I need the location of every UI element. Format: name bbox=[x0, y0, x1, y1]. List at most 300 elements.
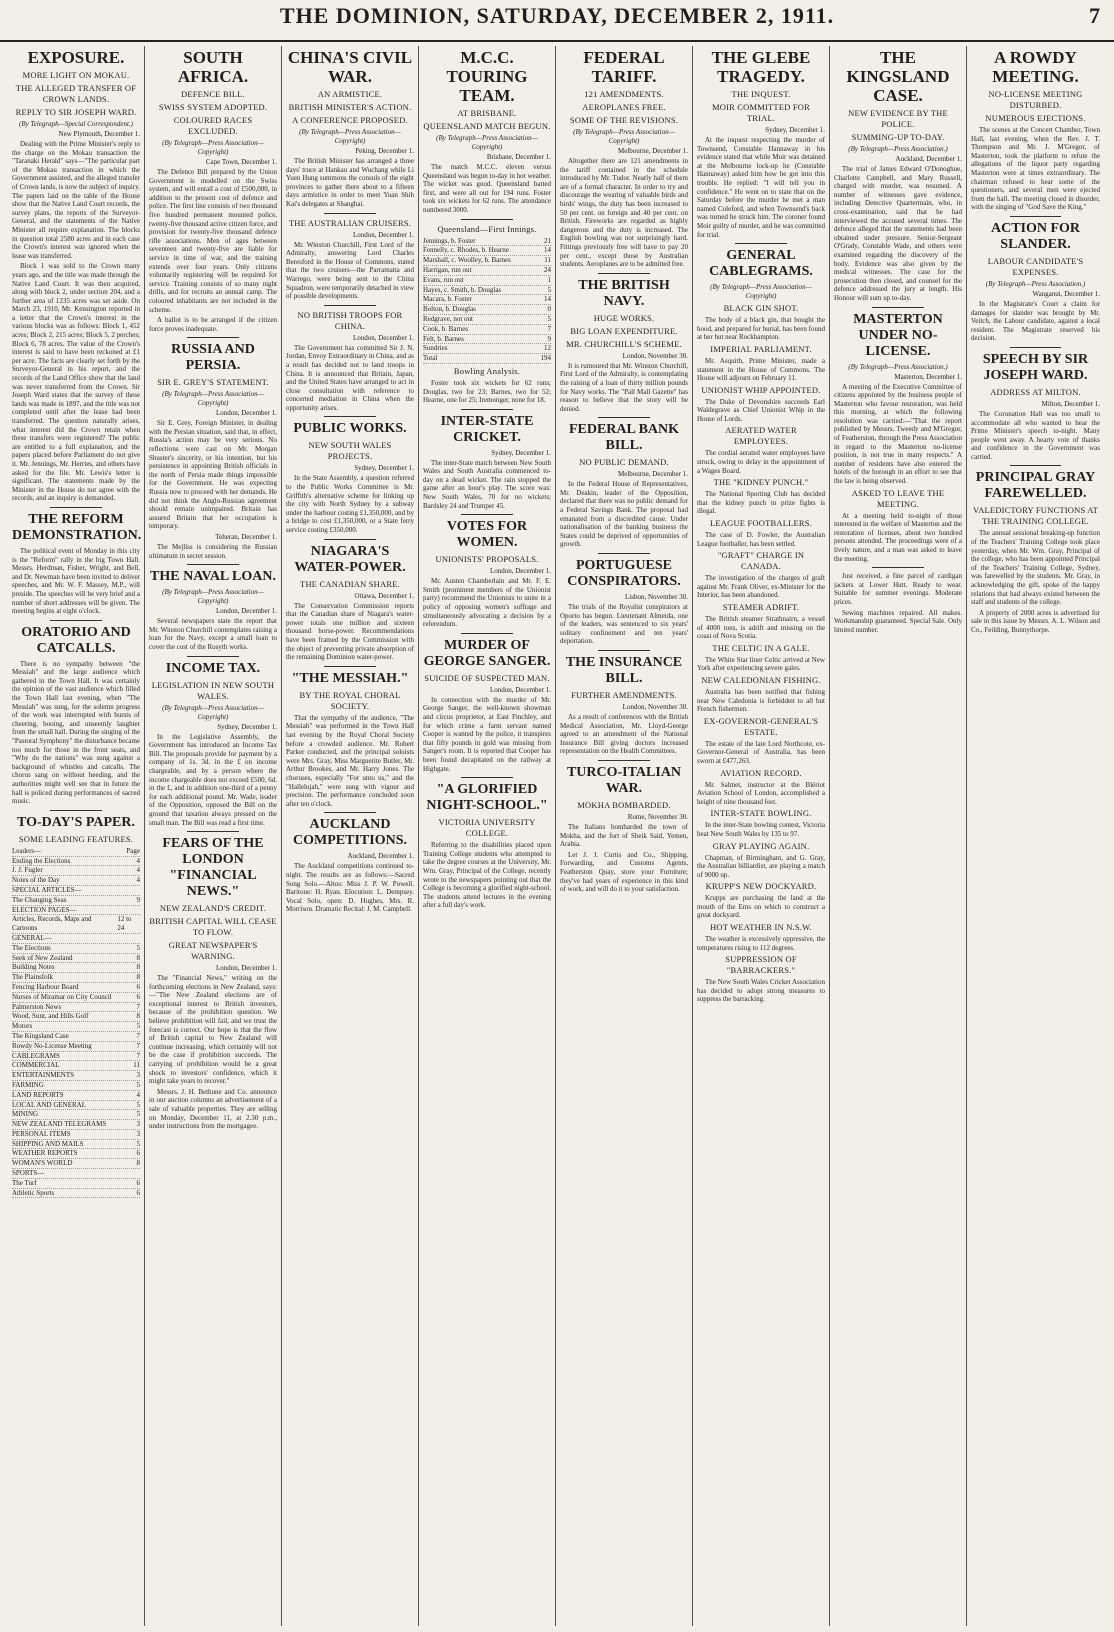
list-item bbox=[12, 1189, 140, 1199]
list-item-value: 8 bbox=[136, 953, 140, 962]
list-item bbox=[12, 1179, 140, 1189]
list-item-label: Total bbox=[423, 354, 438, 363]
divider bbox=[872, 567, 923, 568]
list-item bbox=[12, 993, 140, 1003]
list-item bbox=[12, 1032, 140, 1042]
dateline: London, November 30. bbox=[622, 351, 688, 360]
divider bbox=[324, 416, 375, 417]
paragraph: The case of D. Fowler, the Australian League footballer, has been settled. bbox=[697, 531, 825, 548]
dateline: London, December 1. bbox=[215, 607, 277, 616]
list-item-value: 11 bbox=[133, 1061, 140, 1070]
list-item-value: 7 bbox=[136, 1031, 140, 1040]
paragraph: The Auckland competitions continued to-night. The results are as follows:—Sacred Song Solo.—Altos: Miss J. P. W. Powell. Baritone: H. Ryan. Elocution: L. Dempsey. Vocal Solo, open: D. Hughes, Mrs. R. Morrison. Dramatic Recital: J. M. Campbell. bbox=[286, 862, 414, 914]
byline: (By Telegraph—Special Correspondent.) bbox=[19, 120, 133, 128]
list-item-value: 5 bbox=[547, 314, 551, 323]
byline: (By Telegraph—Press Association—Copyright) bbox=[710, 283, 812, 301]
byline: (By Telegraph—Press Association.) bbox=[848, 362, 948, 371]
list-item bbox=[12, 1169, 140, 1179]
article-text bbox=[697, 136, 825, 239]
headline: THE GLEBE TRAGEDY. bbox=[711, 48, 811, 86]
paragraph: It is rumoured that Mr. Winston Churchill, First Lord of the Admiralty, is contemplating the raising of a loan of thirty million pounds for Navy works. The "Pall Mall Gazette" has reason to believe that the story will be denied. bbox=[560, 361, 688, 413]
list-item-label: Palmerston News bbox=[12, 1002, 62, 1011]
list-item bbox=[423, 286, 551, 296]
paragraph: The trials of the Royalist conspirators at Oporto has begun. Lieutenant Almeida, one of the leaders, was sentenced to six years' solitary confinement and ten years' deportation. bbox=[560, 603, 688, 646]
paragraph: A ballot is to be arranged if the citizen force proves inadequate. bbox=[149, 316, 277, 333]
paragraph: In the inter-State bowling contest, Victoria beat New South Wales by 135 to 97. bbox=[697, 821, 825, 838]
list-item-label: Bolton, b. Douglas bbox=[423, 305, 476, 314]
list-item-label: NEW ZEALAND TELEGRAMS bbox=[12, 1120, 107, 1129]
subheading: NUMEROUS EJECTIONS. bbox=[985, 113, 1086, 123]
article-text bbox=[697, 740, 825, 766]
paragraph: In the Federal House of Representatives, Mr. Deakin, leader of the Opposition, declared that there was no public demand for a Federal Savings Bank. The proposal had emanated from a discredited cause. Under nationalisation of the banking business the States could be deprived of opportunities of growth. bbox=[560, 480, 688, 549]
paragraph: At the inquest respecting the murder of Townsend, Constable Hannaway in his evidence stated that while Moir was detained at the Melbourne lock-up he (Constable Hannaway) asked him how he got into this trouble. He replied: "I will tell you in confidence." He went on to state that on the Saturday before the murder he met a man named Coleford, and when Townsend's back was turned he struck him. The coroner found Moir guilty of murder, and he was committed for trial. bbox=[697, 136, 825, 239]
article-text bbox=[697, 935, 825, 952]
list-item bbox=[12, 906, 140, 916]
list-item-value: 194 bbox=[540, 354, 551, 363]
paragraph: A property of 2000 acres is advertised for sale in this issue by Messrs. A. L. Wilson and Co., Feilding, Bunnythorpe. bbox=[971, 608, 1100, 634]
subheading: 121 AMENDMENTS. bbox=[584, 89, 664, 99]
subheading: THE CELTIC IN A GALE. bbox=[712, 642, 810, 653]
headline: ORATORIO AND CATCALLS. bbox=[21, 624, 131, 656]
byline: (By Telegraph—Press Association.) bbox=[985, 279, 1086, 288]
dateline: Milton, December 1. bbox=[1041, 399, 1100, 408]
article-text bbox=[560, 603, 688, 646]
article-text bbox=[12, 140, 140, 260]
divider bbox=[461, 777, 512, 778]
subheading: BLACK GIN SHOT. bbox=[723, 303, 799, 314]
columns-container bbox=[8, 46, 1106, 1626]
headline: FEARS OF THE LONDON "FINANCIAL NEWS." bbox=[162, 836, 264, 900]
article-text bbox=[12, 262, 140, 503]
paragraph: The match M.C.C. eleven versus Queensland was begun to-day in hot weather. The wicket was good. Queensland batted first, and were all out for 194 runs. Foster took six wickets for 62 runs. The attendance numbered 3000. bbox=[423, 163, 551, 214]
dateline: Melbourne, December 1. bbox=[618, 470, 688, 479]
subheading: THE CANADIAN SHARE. bbox=[300, 578, 400, 589]
article-text bbox=[971, 126, 1100, 212]
list-item bbox=[12, 973, 140, 983]
divider bbox=[324, 812, 375, 813]
list-item bbox=[423, 295, 551, 305]
page-number: 7 bbox=[1089, 3, 1100, 28]
paragraph: The scenes at the Concert Chamber, Town Hall, last evening, when the Rev. J. T. Thompson and Mr. J. M'Gregor, of Masterton, took the platform to refute the allegations of the liquor party regarding Masterton were at times extraordinary. The chairman refused to hear some of the questioners, and several men were ejected from the hall. The meeting closed in disorder, with the singing of "God Save the King." bbox=[971, 126, 1100, 212]
dateline: Wanganui, December 1. bbox=[1032, 289, 1100, 298]
paragraph: Referring to the disabilities placed upon Training College students who attempted to take the degree courses at the University, Mr. Wm. Gray, Principal of the College, recently wrote to the newspapers pointing out that the College is becoming a glorified night-school. The students attend lectures in the evening after a full day's work. bbox=[423, 841, 551, 910]
divider bbox=[598, 760, 649, 761]
list-item-label: Notes of the Day bbox=[12, 876, 60, 885]
list-item-label: The Plainsfolk bbox=[12, 973, 54, 982]
list-item-label: Marshall, c. Woolley, b. Barnes bbox=[423, 256, 511, 265]
list-item bbox=[423, 325, 551, 335]
list-item-value: 6 bbox=[136, 1178, 140, 1187]
subheading: LEAGUE FOOTBALLERS. bbox=[709, 518, 813, 529]
list-item-value: 5 bbox=[136, 1022, 140, 1031]
article-text bbox=[286, 241, 414, 301]
list-item-label: The Elections bbox=[12, 943, 51, 952]
column-5 bbox=[556, 46, 693, 1626]
list-item bbox=[12, 963, 140, 973]
paragraph: Mr. Winston Churchill, First Lord of the Admiralty, answering Lord Charles Beresford in the House of Commons, stated that the two cruisers—the Parramatta and Warrego, were being sent to the China Squadron, were temporarily detached in view of possible developments. bbox=[286, 240, 414, 301]
list-item bbox=[12, 1061, 140, 1071]
subheading: AVIATION RECORD. bbox=[720, 767, 802, 778]
subheading: SWISS SYSTEM ADOPTED. bbox=[158, 102, 268, 112]
article-text bbox=[697, 781, 825, 807]
subheading: INTER-STATE BOWLING. bbox=[710, 808, 812, 819]
dateline: Auckland, December 1. bbox=[347, 852, 414, 861]
list-item-value: 12 to 24 bbox=[117, 915, 132, 933]
subheading: UNIONIST WHIP APPOINTED. bbox=[701, 384, 821, 395]
subheading: GRAY PLAYING AGAIN. bbox=[712, 840, 810, 851]
list-item-label: Rowdy No-License Meeting bbox=[12, 1041, 92, 1050]
list-item bbox=[12, 1081, 140, 1091]
list-item-label: CABLEGRAMS bbox=[12, 1051, 60, 1060]
list-item-label: Fencing Harbour Board bbox=[12, 982, 79, 991]
headline: FEDERAL BANK BILL. bbox=[568, 422, 680, 454]
subheading: THE ALLEGED TRANSFER OF CROWN LANDS. bbox=[15, 83, 137, 104]
dateline: Melbourne, December 1. bbox=[618, 147, 688, 155]
list-item-label: Motors bbox=[12, 1022, 33, 1031]
headline: ACTION FOR SLANDER. bbox=[990, 220, 1081, 252]
paragraph: The Duke of Devonshire succeeds Earl Waldegrave as Chief Unionist Whip in the House of Lords. bbox=[697, 397, 825, 423]
article-text bbox=[834, 609, 962, 635]
dateline: London, December 1. bbox=[352, 333, 414, 342]
list-item-value: 9 bbox=[136, 895, 140, 904]
paragraph: The Government has committed Sir J. N. Jordan, Envoy Extraordinary in China, and as a result has decided not to land troops in China. It is announced that Britain, Japan, and the United States have arranged to act in close consultation with reference to concerted mediation in China when the opportunity arises. bbox=[286, 343, 414, 412]
list-item-value: 24 bbox=[544, 265, 551, 274]
list-item-value: 5 bbox=[547, 285, 551, 294]
divider bbox=[187, 564, 238, 565]
list-item bbox=[12, 1130, 140, 1140]
paragraph: The estate of the late Lord Northcote, ex-Governor-General of Australia, has been sworn at £477,263. bbox=[697, 739, 825, 765]
article-text bbox=[697, 316, 825, 342]
list-item-value: 5 bbox=[136, 1080, 140, 1089]
subheading: BY THE ROYAL CHORAL SOCIETY. bbox=[299, 689, 401, 711]
subheading: NO PUBLIC DEMAND. bbox=[579, 457, 669, 468]
list-item bbox=[12, 1071, 140, 1081]
headline: GENERAL CABLEGRAMS. bbox=[709, 248, 813, 280]
list-item bbox=[12, 1052, 140, 1062]
article-text bbox=[286, 714, 414, 809]
subheading: MOKHA BOMBARDED. bbox=[577, 799, 671, 810]
paragraph: As a result of conferences with the British Medical Association, Mr. Lloyd-George agreed to an amendment of the National Insurance Bill giving doctors increased representation on the Health Committees. bbox=[560, 713, 688, 756]
headline: PUBLIC WORKS. bbox=[293, 421, 407, 437]
subheading: A CONFERENCE PROPOSED. bbox=[292, 115, 408, 125]
paragraph: The investigation of the charges of graft against Mr. Frank Oliver, ex-Minister for the Interior, has been abandoned. bbox=[697, 574, 825, 600]
list-item-value: 8 bbox=[136, 963, 140, 972]
headline: THE NAVAL LOAN. bbox=[150, 569, 276, 585]
list-item-value: 4 bbox=[136, 1090, 140, 1099]
article-text bbox=[560, 713, 688, 756]
column-7 bbox=[830, 46, 967, 1626]
subheading: NEW SOUTH WALES PROJECTS. bbox=[308, 440, 392, 462]
headline: SPEECH BY SIR JOSEPH WARD. bbox=[982, 351, 1089, 383]
list-item-label: Sundries bbox=[423, 344, 448, 353]
dateline: Sydney, December 1. bbox=[765, 126, 825, 134]
divider bbox=[324, 213, 375, 214]
list-item bbox=[12, 944, 140, 954]
paragraph: Sir E. Grey, Foreign Minister, in dealing with the Persian situation, said that, in effect, Russia's action may be very serious. No reflections were cast on Mr. Morgan Shuster's sincerity, or his intention, but his persistence in appointing British officials in the north of Persia made things impossible for the Government. He was expecting Russia now to proceed with her demands. He did not think the Anglo-Russian agreement should remain unimpaired. Britain has assured Britain that her occupation is temporary. bbox=[149, 419, 277, 531]
list-item-value: 3 bbox=[136, 1071, 140, 1080]
article-text bbox=[697, 656, 825, 673]
subheading: Queensland—First Innings. bbox=[437, 223, 537, 234]
article-text bbox=[697, 490, 825, 516]
divider bbox=[598, 417, 649, 418]
article-text bbox=[286, 474, 414, 534]
subheading: SOME OF THE REVISIONS. bbox=[569, 115, 679, 125]
subheading: "GRAFT" CHARGE IN CANADA. bbox=[717, 550, 805, 572]
list-item-value: 5 bbox=[136, 1100, 140, 1109]
headline: FEDERAL TARIFF. bbox=[583, 48, 665, 86]
divider bbox=[50, 620, 101, 621]
paragraph: The Italians bombarded the town of Mokha, and the fort of Sheik Said, Yemen, Arabia. bbox=[560, 822, 688, 849]
headline: THE REFORM DEMONSTRATION. bbox=[12, 511, 142, 543]
subheading: SUPPRESSION OF "BARRACKERS." bbox=[725, 954, 797, 976]
list-item-label: The Changing Seas bbox=[12, 895, 67, 904]
headline: INTER-STATE CRICKET. bbox=[440, 413, 534, 445]
list-item-value: 6 bbox=[136, 992, 140, 1001]
paragraph: The New South Wales Cricket Association has decided to adopt strong measures to suppress the barracking. bbox=[697, 978, 825, 1004]
headline: RUSSIA AND PERSIA. bbox=[171, 342, 255, 374]
list-item bbox=[12, 1120, 140, 1130]
list-item-label: MINING bbox=[12, 1110, 39, 1119]
subheading: MOIR COMMITTED FOR TRIAL. bbox=[711, 102, 811, 123]
paragraph: The Coronation Hall was too small to accommodate all who wanted to hear the Prime Minister's speech to-night. Many people went away. A hearty vote of thanks and confidence in the Government was carried. bbox=[971, 409, 1100, 461]
list-item-value: 11 bbox=[544, 256, 551, 265]
contents-list bbox=[12, 847, 140, 1199]
subheading: UNIONISTS' PROPOSALS. bbox=[435, 554, 539, 565]
subheading: ASKED TO LEAVE THE MEETING. bbox=[851, 487, 945, 509]
subheading: EX-GOVERNOR-GENERAL'S ESTATE. bbox=[703, 715, 819, 737]
list-item bbox=[423, 315, 551, 325]
list-item-label: SHIPPING AND MAILS bbox=[12, 1139, 84, 1148]
divider bbox=[50, 810, 101, 811]
byline: (By Telegraph—Press Association—Copyright) bbox=[162, 703, 264, 721]
masthead bbox=[0, 0, 1114, 42]
article-text bbox=[423, 696, 551, 773]
paragraph: Sewing machines repaired. All makes. Workmanship guaranteed. Special Sale. Only limited number. bbox=[834, 608, 962, 634]
list-item-value: 8 bbox=[136, 1159, 140, 1168]
headline: INCOME TAX. bbox=[165, 660, 261, 676]
list-item bbox=[12, 876, 140, 886]
paragraph: The body of a black gin, that bought the hood, and prepared for burial, has been found at her hut near Rockhampton. bbox=[697, 316, 825, 342]
list-item-value: 4 bbox=[136, 856, 140, 865]
headline: SOUTH AFRICA. bbox=[177, 48, 249, 86]
list-item-label: PERSONAL ITEMS bbox=[12, 1129, 71, 1138]
article-text bbox=[423, 841, 551, 910]
subheading: REPLY TO SIR JOSEPH WARD. bbox=[15, 107, 137, 117]
subheading: SOME LEADING FEATURES. bbox=[18, 833, 134, 844]
subheading: NEW EVIDENCE BY THE POLICE. bbox=[848, 108, 948, 129]
list-item bbox=[423, 335, 551, 345]
dateline: Teheran, December 1. bbox=[215, 533, 277, 541]
list-item bbox=[423, 305, 551, 315]
list-item-value: 12 bbox=[544, 344, 551, 353]
article-text bbox=[149, 316, 277, 333]
list-item-label: Fennelly, c. Rhodes, b. Hearne bbox=[423, 246, 509, 255]
byline: (By Telegraph—Press Association—Copyright) bbox=[573, 128, 675, 145]
headline: PRINCIPAL GRAY FAREWELLED. bbox=[975, 470, 1096, 502]
list-item-label: FARMING bbox=[12, 1080, 44, 1089]
paragraph: Mr. Salmet, instructor at the Blériot Aviation School of London, accomplished a height of nine thousand feet. bbox=[697, 780, 825, 806]
list-item-label: WOMAN'S WORLD bbox=[12, 1159, 73, 1168]
headline: THE KINGSLAND CASE. bbox=[846, 48, 950, 105]
subheading: SUICIDE OF SUSPECTED MAN. bbox=[424, 672, 550, 683]
dateline: Peking, December 1. bbox=[355, 147, 414, 155]
byline: (By Telegraph—Press Association—Copyright) bbox=[436, 134, 538, 151]
subheading: MR. CHURCHILL'S SCHEME. bbox=[566, 338, 682, 349]
list-item-label: Wood, Sunt, and Hills Golf bbox=[12, 1012, 89, 1021]
headline: VOTES FOR WOMEN. bbox=[446, 519, 528, 551]
article-text bbox=[423, 577, 551, 629]
list-item-label: Redgrave, not out bbox=[423, 314, 473, 323]
article-text bbox=[697, 531, 825, 548]
byline: (By Telegraph—Press Association—Copyright) bbox=[162, 390, 264, 408]
list-item bbox=[12, 1022, 140, 1032]
paragraph: The "Financial News," writing on the forthcoming elections in New Zealand, says:—"The New Zealand elections are of exceptional interest to British investors, because of the prohibition question. We believe prohibition will fail, and we trust the forecast is correct. Our hope is that the flow of British capital to New Zealand will continue increasing, which certainly will not be the case if prohibition succeeds. The carrying of prohibition would be a great shock to investors' confidence, which it might take years to recover." bbox=[149, 974, 277, 1086]
divider bbox=[598, 553, 649, 554]
article-text bbox=[149, 733, 277, 828]
subheading: SIR E. GREY'S STATEMENT. bbox=[157, 377, 269, 388]
article-text bbox=[149, 617, 277, 651]
column-1 bbox=[8, 46, 145, 1626]
paragraph: Messrs. J. H. Bethune and Co. announce in our auction columns an advertisement of a sale of valuable properties. They are selling on Monday, December 11, at 2.30 p.m., under instructions from the mortgagee. bbox=[149, 1087, 277, 1131]
paragraph: In the Magistrate's Court a claim for damages for slander was brought by Mr. Veitch, the Labour candidate, against a local resident. The Magistrate reserved his decision. bbox=[971, 299, 1100, 343]
list-item bbox=[12, 915, 140, 934]
paragraph: Krupps are purchasing the land at the mouth of the Ems on which to construct a great dockyard. bbox=[697, 894, 825, 920]
divider bbox=[872, 307, 923, 308]
article-text bbox=[560, 157, 688, 269]
list-item-value: 5 bbox=[136, 1110, 140, 1119]
list-item-value: 6 bbox=[136, 982, 140, 991]
list-item bbox=[12, 983, 140, 993]
paragraph: The British Minister has arranged a three days' truce at Hankau and Wuchang while Li Yuen Hung summons the consuls of the eight provinces to gather there about to a fifteen days armistice in order to meet Yuan Shih Kai's delegates at Shanghai. bbox=[286, 157, 414, 208]
headline: A ROWDY MEETING. bbox=[992, 48, 1079, 86]
paragraph: Dealing with the Prime Minister's reply to the charge on the Mokau transaction the "Taranaki Herald" says—"The particular part of the Mokau transaction in which the Government assisted, and the alleged transfer of Crown lands, is now the subject of inquiry. The papers laid on the table of the House show that the Native Land Court records, the survey plans, the reports of the Surveyor-General, and the statements of the Native Minister all require explanation. The blocks in question total 2580 acres and in each case the Crown's interest was ignored when the lease was transferred. bbox=[12, 140, 140, 260]
paragraph: The cordial aerated water employees have struck, owing to delay in the appointment of a Wages Board. bbox=[697, 449, 825, 475]
headline: "A GLORIFIED NIGHT-SCHOOL." bbox=[426, 782, 548, 814]
dateline: Rome, November 30. bbox=[627, 812, 688, 821]
list-item-value: 1 bbox=[547, 275, 551, 284]
dateline: London, November 30. bbox=[622, 703, 688, 711]
list-item-label: Leaders— bbox=[12, 846, 42, 855]
article-text bbox=[697, 398, 825, 424]
paragraph: The White Star liner Celtic arrived at New York after experiencing severe gales. bbox=[697, 655, 825, 673]
article-text bbox=[423, 163, 551, 215]
article-text bbox=[697, 894, 825, 920]
list-item-value: 8 bbox=[136, 973, 140, 982]
divider bbox=[461, 219, 512, 220]
divider bbox=[461, 409, 512, 410]
dateline: London, December 1. bbox=[352, 230, 414, 239]
subheading: MORE LIGHT ON MOKAU. bbox=[22, 70, 130, 80]
column-8 bbox=[967, 46, 1104, 1626]
list-item-value: 14 bbox=[544, 295, 551, 304]
subheading: STEAMER ADRIFT. bbox=[722, 602, 800, 612]
list-item-value: 0 bbox=[547, 305, 551, 314]
subheading: THE "KIDNEY PUNCH." bbox=[713, 477, 809, 488]
subheading: ADDRESS AT MILTON. bbox=[990, 386, 1081, 397]
divider bbox=[1010, 216, 1062, 217]
paragraph: In the State Assembly, a question referred to the Public Works Committee is Mr. Griffith's alternative scheme for linking up the city with North Sydney by a subway under the harbour costing £1,350,000, and by a bridge to cost £1,350,000, or a State ferry service costing £350,000. bbox=[286, 474, 414, 535]
list-item-value: 6 bbox=[136, 1188, 140, 1197]
divider bbox=[324, 666, 375, 667]
list-item bbox=[12, 857, 140, 867]
headline: PORTUGUESE CONSPIRATORS. bbox=[567, 558, 681, 590]
headline: TURCO-ITALIAN WAR. bbox=[566, 764, 682, 796]
subheading: AEROPLANES FREE. bbox=[582, 102, 666, 112]
headline: M.C.C. TOURING TEAM. bbox=[446, 48, 528, 105]
subheading: DEFENCE BILL. bbox=[181, 89, 245, 99]
dateline: London, December 1. bbox=[215, 964, 277, 973]
headline: AUCKLAND COMPETITIONS. bbox=[293, 817, 407, 849]
paragraph: The weather is excessively oppressive, the temperatures rising to 112 degrees. bbox=[697, 935, 825, 952]
subheading: Bowling Analysis. bbox=[453, 365, 521, 376]
column-6 bbox=[693, 46, 830, 1626]
article-text bbox=[697, 821, 825, 838]
list-item-label: Harrigan, run out bbox=[423, 265, 472, 274]
article-text bbox=[560, 362, 688, 414]
article-text bbox=[834, 383, 962, 486]
subheading: BRITISH MINISTER'S ACTION. bbox=[288, 102, 412, 112]
subheading: IMPERIAL PARLIAMENT. bbox=[710, 343, 812, 354]
article-text bbox=[697, 688, 825, 714]
article-text bbox=[971, 300, 1100, 343]
divider bbox=[598, 273, 649, 274]
masthead-title: THE DOMINION, SATURDAY, DECEMBER 2, 1911. bbox=[279, 3, 835, 28]
article-text bbox=[149, 543, 277, 560]
dateline: Masterton, December 1. bbox=[894, 372, 962, 381]
list-item bbox=[12, 866, 140, 876]
subheading: COLOURED RACES EXCLUDED. bbox=[173, 115, 253, 136]
list-item-label: Athletic Sports bbox=[12, 1188, 55, 1197]
list-item bbox=[12, 1042, 140, 1052]
subheading: KRUPP'S NEW DOCKYARD. bbox=[705, 881, 817, 892]
headline: THE INSURANCE BILL. bbox=[565, 655, 683, 686]
list-item bbox=[12, 1012, 140, 1022]
headline: "THE MESSIAH." bbox=[291, 670, 409, 686]
dateline: Sydney, December 1. bbox=[217, 722, 277, 731]
paragraph: Block 1 was sold to the Crown many years ago, and the title was made through the Native Land Court. It was then acquired, along with block 2, under section 204, and a further area of 1235 acres was set aside. On March 23, 1910, Mr. Kensington reported in a letter that the Crown's interest in the various blocks was as follows: Block 1, 452 acres; Block 2, 215 acres; Block 5, 2 perches; Block 6, 78 acres. The value of the Crown's interest is said to have been reckoned at £1 per acre. The facts are clearly set forth by the Surveyor-General in his report, and the records of the Land Office show that the land was never transferred from the Crown. Sir Joseph Ward states that the survey of these lands was made in 1897, and the title was not completed until after the lease had been transferred. The question naturally arises, what interest did the Crown retain when these transfers were registered? The public are entitled to a full explanation, and the papers placed before Parliament do not give it. Mr. Jennings, Mr. Herries, and others have asked for the file. Mr. Lewis's letter is significant. The statements made by the Minister in the House do not agree with the records, and an inquiry is demanded. bbox=[12, 262, 140, 503]
divider bbox=[1010, 465, 1062, 466]
byline: (By Telegraph—Press Association—Copyright) bbox=[299, 128, 401, 145]
subheading: AN ARMISTICE. bbox=[317, 89, 383, 99]
list-item-value: 5 bbox=[136, 1139, 140, 1148]
list-item-value: 3 bbox=[136, 1129, 140, 1138]
paragraph: The National Sporting Club has decided that the kidney punch in prize fights is illegal. bbox=[697, 490, 825, 516]
article-text bbox=[697, 574, 825, 600]
subheading: VICTORIA UNIVERSITY COLLEGE. bbox=[438, 817, 536, 839]
divider bbox=[461, 514, 512, 515]
list-item-value: 8 bbox=[136, 1012, 140, 1021]
article-text bbox=[560, 823, 688, 849]
list-item-label: Ending the Elections bbox=[12, 856, 71, 865]
subheading: NEW ZEALAND'S CREDIT. bbox=[159, 903, 267, 914]
subheading: NO-LICENSE MEETING DISTURBED. bbox=[988, 89, 1083, 110]
article-text bbox=[149, 168, 277, 314]
article-text bbox=[697, 854, 825, 880]
divider bbox=[187, 656, 238, 657]
subheading: SUMMING-UP TO-DAY. bbox=[851, 132, 945, 142]
article-text bbox=[834, 165, 962, 303]
dateline: London, December 1. bbox=[489, 567, 551, 576]
list-item bbox=[423, 344, 551, 354]
paragraph: Mr. Austen Chamberlain and Mr. F. E. Smith (prominent members of the Unionist party) recommend the Unionists to unite in a policy of opposing women's suffrage and simultaneously advocating a decision by a referendum. bbox=[423, 577, 551, 629]
article-text bbox=[834, 512, 962, 564]
subheading: LABOUR CANDIDATE'S EXPENSES. bbox=[987, 255, 1084, 277]
paragraph: That the sympathy of the audience, "The Messiah" was performed in the Town Hall last evening by the Royal Choral Society before a crowded audience. Mr. Robert Parker conducted, and the principal soloists were Mrs. Gray, Miss Marguerite Butler, Mr. Arthur Brookes, and Mr. Harry Jones. The choruses, especially "For unto us," and the "Hallelujah," were sung with vigour and precision. The performance concluded soon after ten o'clock. bbox=[286, 713, 414, 808]
list-item-value: 4 bbox=[136, 876, 140, 885]
dateline: London, December 1. bbox=[489, 685, 551, 694]
dateline: Ottawa, December 1. bbox=[354, 591, 414, 600]
list-item-label: LAND REPORTS bbox=[12, 1090, 64, 1099]
